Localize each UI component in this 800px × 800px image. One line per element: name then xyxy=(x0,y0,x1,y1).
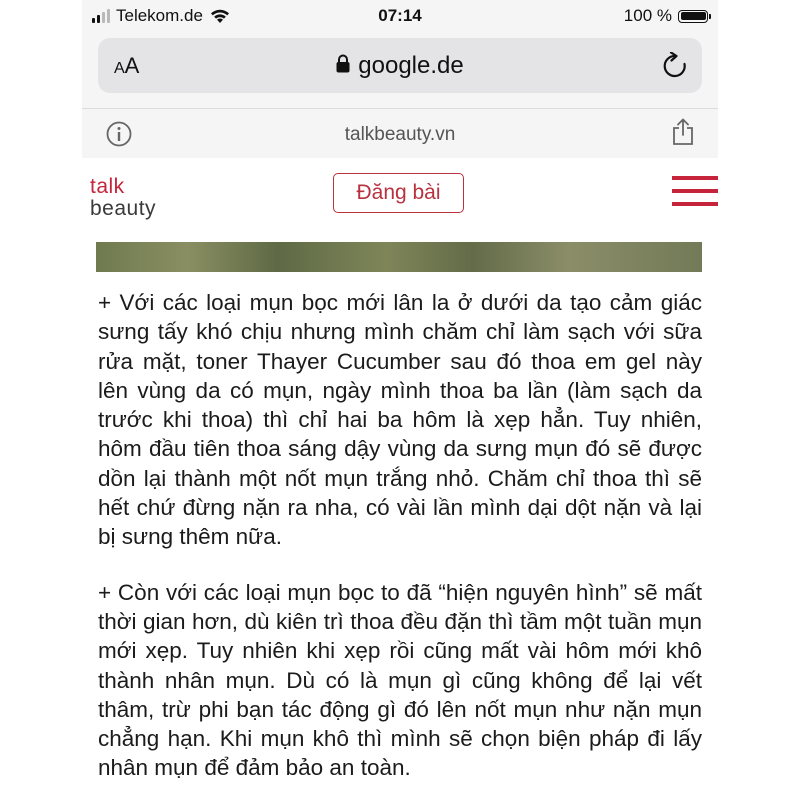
status-bar xyxy=(82,0,718,34)
site-header xyxy=(82,158,718,242)
battery-icon xyxy=(678,10,708,23)
address-bar[interactable] xyxy=(98,38,702,93)
site-title: talkbeauty.vn xyxy=(344,124,456,145)
page-info-bar xyxy=(82,108,718,158)
site-logo[interactable] xyxy=(90,176,156,220)
browser-address-area xyxy=(82,34,718,108)
post-button[interactable]: Đăng bài xyxy=(333,173,464,213)
share-icon[interactable] xyxy=(672,118,694,146)
status-right xyxy=(624,6,708,26)
clock: 07:14 xyxy=(378,6,422,25)
battery-percent: 100 % xyxy=(623,6,672,25)
logo-line1: talk xyxy=(90,175,125,198)
reload-icon[interactable] xyxy=(662,52,688,80)
article-paragraph: + Với các loại mụn bọc mới lân la ở dưới da tạo cảm giác sưng tấy khó chịu nhưng mình chăm chỉ làm sạch với sữa rửa mặt, toner Thayer Cucumber sau đó thoa em gel này lên vùng da có mụn, ngày mình thoa ba lần (làm sạch da trước khi thoa) thì chỉ hai ba hôm là xẹp hẳn. Tuy nhiên, hôm đầu tiên thoa sáng dậy vùng da sưng mụn đó sẽ được dồn lại thành một nốt mụn trắng nhỏ. Chăm chỉ thoa thì sẽ hết chứ đừng nặn ra nha, có vài lần mình dại dột nặn và lại bị sưng thêm nữa. xyxy=(98,290,702,550)
url-text: google.de xyxy=(358,52,464,79)
url-display[interactable] xyxy=(98,52,702,80)
carrier-label: Telekom.de xyxy=(116,6,203,25)
article-paragraph: + Còn với các loại mụn bọc to đã “hiện nguyên hình” sẽ mất thời gian hơn, dù kiên trì thoa đều đặn thì tầm một tuần mụn mới xẹp. Tuy nhiên khi xẹp rồi cũng mất vài hôm mới khô thành nhân mụn. Dù có là mụn gì cũng không để lại vết thâm, trừ phi bạn tác động gì đó lên nốt mụn như nặn mụn chẳng hạn. Khi mụn khô thì mình sẽ chọn biện pháp đi lấy nhân mụn để đảm bảo an toàn. xyxy=(98,579,702,781)
article-image xyxy=(96,242,702,272)
phone-screen xyxy=(82,0,718,800)
article-body xyxy=(98,288,702,800)
hamburger-menu-icon[interactable] xyxy=(672,176,718,215)
logo-line2: beauty xyxy=(90,197,157,220)
lock-icon xyxy=(336,54,350,73)
text-size-button[interactable]: AA xyxy=(114,53,140,78)
